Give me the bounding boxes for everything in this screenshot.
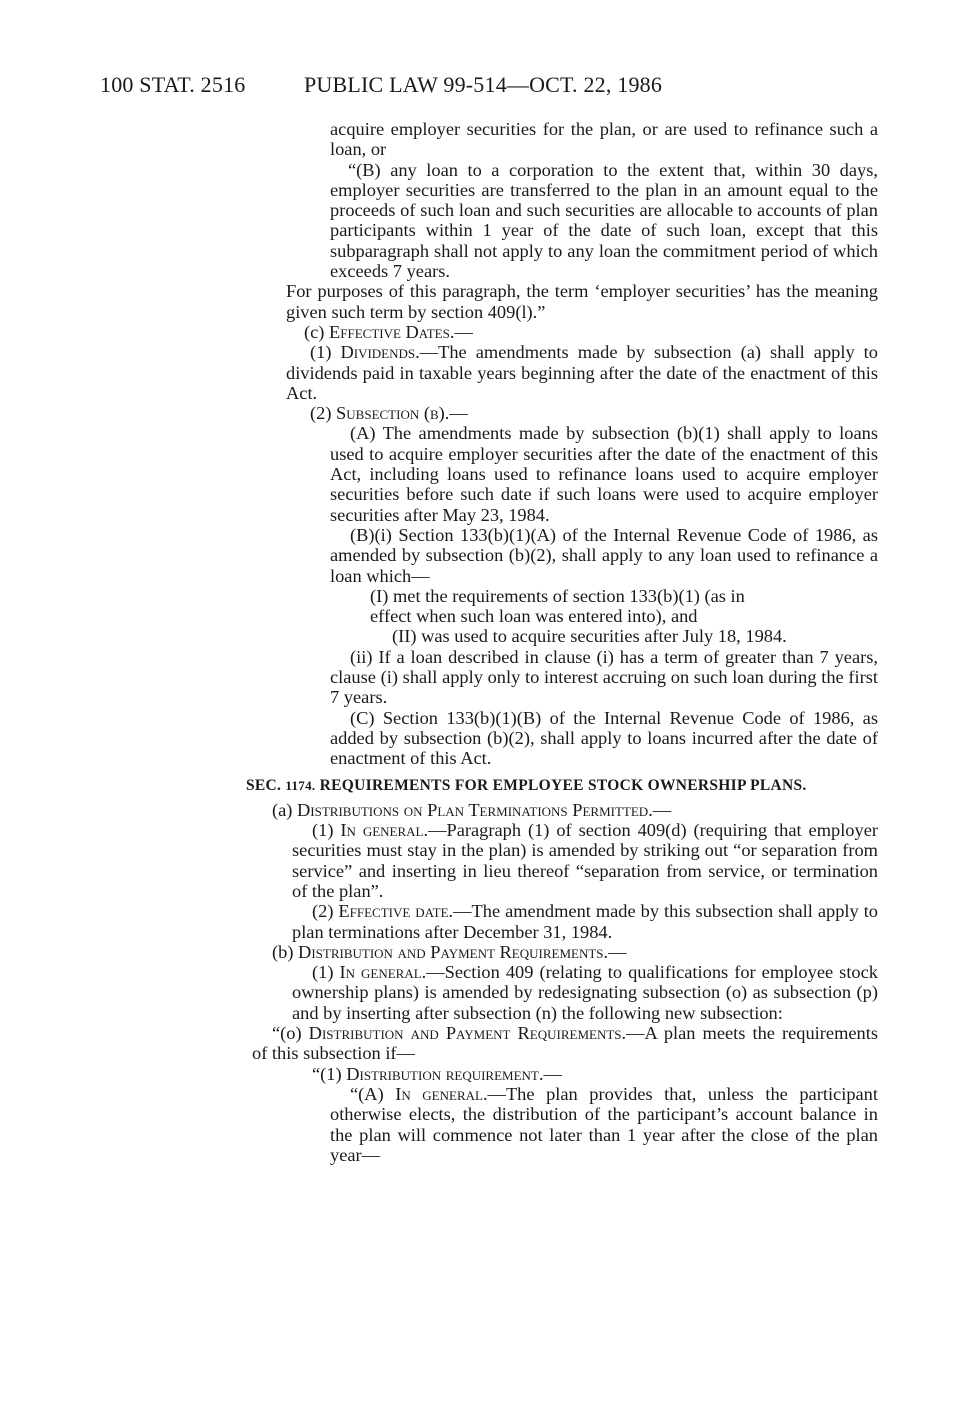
- heading: Subsection (b): [336, 403, 445, 424]
- section-heading: [236, 776, 878, 796]
- label: (b): [272, 941, 299, 962]
- text: —The amendments made by subsection (a) shall apply to dividends paid in taxable years beginning after the date of the enactment of this Act.: [286, 342, 878, 403]
- label: (c): [304, 321, 330, 342]
- label: (1): [310, 342, 341, 363]
- heading: Distribution and Payment Requirements.: [308, 1023, 627, 1044]
- body-text: [246, 119, 878, 1165]
- paragraph-a2: [246, 901, 878, 942]
- label: SEC.: [246, 776, 286, 794]
- paragraph: (II) was used to acquire securities after July 18, 1984.: [392, 626, 787, 647]
- text: —The amendment made by this subsection shall apply to plan terminations after December 31, 1984.: [292, 901, 878, 942]
- paragraph: For purposes of this paragraph, the term ‘employer securities’ has the meaning given such term by section 409(l).”: [286, 281, 878, 322]
- paragraph: (ii) If a loan described in clause (i) has a term of greater than 7 years, clause (i) shall apply only to interest accruing on such loan during the first 7 years.: [330, 646, 878, 708]
- text: —The plan provides that, unless the participant otherwise elects, the distribution of the participant’s account balance in the plan will commence not later than 1 year after the close of the plan year—: [330, 1083, 878, 1165]
- paragraph: (C) Section 133(b)(1)(B) of the Internal Revenue Code of 1986, as added by subsection (b)(2), shall apply to loans incurred after the date of enactment of this Act.: [330, 707, 878, 769]
- dash: —: [608, 941, 627, 962]
- heading: Effective date.: [338, 901, 454, 922]
- heading: Dividends.: [340, 342, 420, 363]
- dash: .—: [444, 403, 468, 424]
- label: “(1): [312, 1063, 347, 1084]
- paragraph: (A) The amendments made by subsection (b)(1) shall apply to loans used to acquire employer securities after the date of the enactment of this Act, including loans used to refinance loans used to acquire employer securities before such date if such loans were used to acquire employer securities after May 23, 1984.: [330, 423, 878, 525]
- statute-citation: 100 STAT. 2516: [100, 72, 246, 97]
- paragraph: (I) met the requirements of section 133(b)(1) (as in: [370, 585, 745, 606]
- label: (2): [312, 901, 339, 922]
- heading: Distribution requirement.: [346, 1063, 544, 1084]
- label: (1): [312, 962, 340, 983]
- label: (2): [310, 403, 337, 424]
- subsection-c-heading: [246, 322, 878, 342]
- paragraph-oA: [246, 1084, 878, 1165]
- section-number: 1174.: [285, 777, 316, 793]
- heading: In general.: [395, 1083, 488, 1104]
- public-law-title: PUBLIC LAW 99-514—OCT. 22, 1986: [304, 72, 663, 97]
- heading: Distribution and Payment Requirements.: [298, 941, 609, 962]
- heading: In general.: [339, 962, 427, 983]
- dash: —: [543, 1063, 562, 1084]
- subsection-b-heading: [246, 942, 878, 962]
- paragraph-o: [246, 1023, 878, 1064]
- label: (1): [312, 820, 341, 841]
- heading: In general.: [340, 820, 429, 841]
- paragraph-o1-heading: [246, 1064, 878, 1084]
- paragraph: (B)(i) Section 133(b)(1)(A) of the Internal Revenue Code of 1986, as amended by subsection (b)(2), shall apply to any loan used to refinance a loan which—: [330, 524, 878, 586]
- section-title: REQUIREMENTS FOR EMPLOYEE STOCK OWNERSHIP PLANS.: [315, 776, 807, 794]
- paragraph-c1: [246, 342, 878, 403]
- paragraph-c2-heading: [246, 403, 878, 423]
- heading: Distributions on Plan Terminations Permitted.: [297, 799, 653, 820]
- paragraph-b1: [246, 962, 878, 1023]
- dash: —: [454, 321, 473, 342]
- paragraph: effect when such loan was entered into), and: [370, 606, 698, 627]
- paragraph: acquire employer securities for the plan, or are used to refinance such a loan, or: [330, 119, 878, 160]
- dash: —: [652, 799, 672, 820]
- text: —Section 409 (relating to qualifications for employee stock ownership plans) is amended by redesignating subsection (o) as subsection (p) and by inserting after subsection (n) the following new subsection:: [292, 962, 878, 1023]
- paragraph: “(B) any loan to a corporation to the extent that, within 30 days, employer securities are transferred to the plan in an amount equal to the proceeds of such loan and such securities are allocable to accounts of plan participants within 1 year of the date of such loan, except that this subparagraph shall not apply to any loan the commitment period of which exceeds 7 years.: [330, 159, 878, 282]
- subsection-a-heading: [246, 800, 878, 820]
- text: —Paragraph (1) of section 409(d) (requiring that employer securities must stay in the plan) is amended by striking out “or separation from service” and inserting in lieu thereof “separation from service, or termination of the plan”.: [292, 820, 878, 901]
- text: —A plan meets the requirements of this subsection if—: [252, 1023, 878, 1064]
- heading: Effective Dates.: [329, 321, 455, 342]
- paragraph-a1: [246, 820, 878, 901]
- label: “(o): [272, 1023, 309, 1044]
- label: “(A): [350, 1083, 396, 1104]
- label: (a): [272, 799, 298, 820]
